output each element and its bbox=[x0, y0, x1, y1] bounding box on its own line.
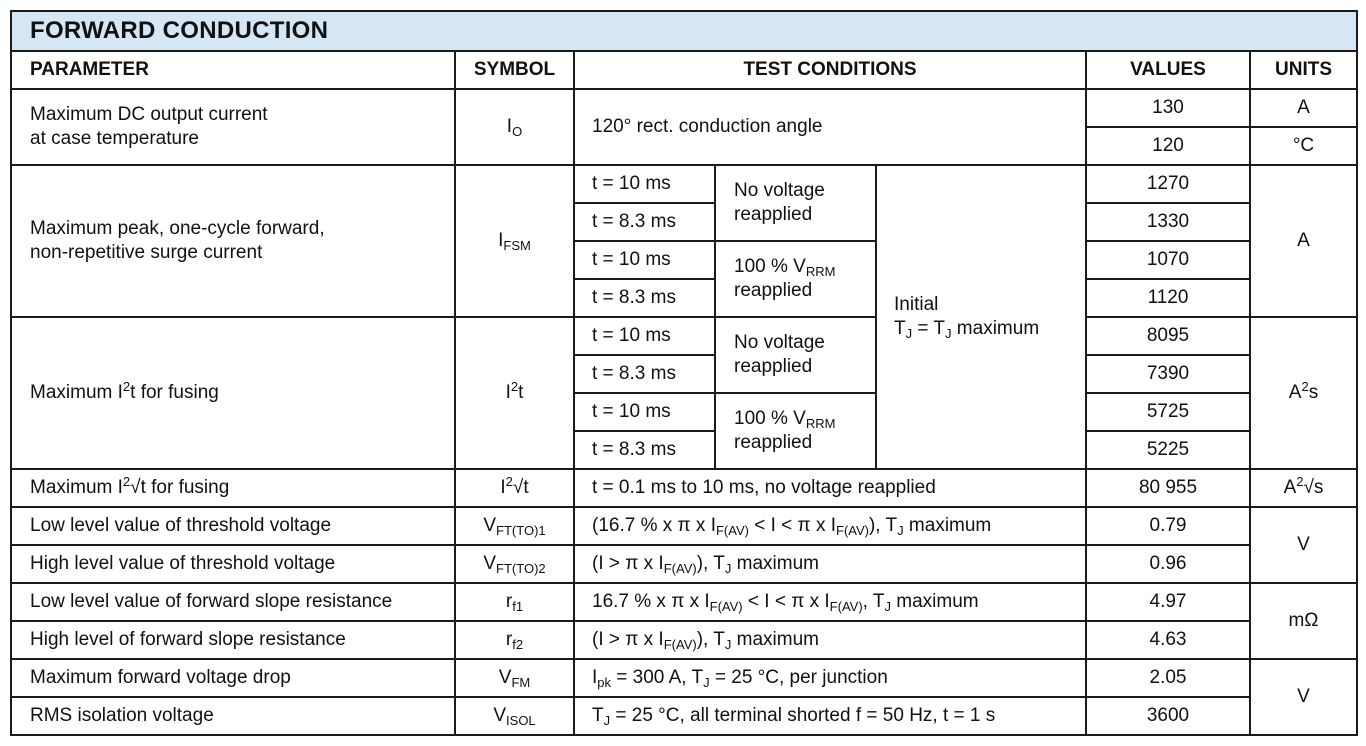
parameter-cell: Maximum forward voltage drop bbox=[11, 659, 455, 697]
value-cell: 5225 bbox=[1086, 431, 1250, 469]
forward-conduction-table-container bbox=[10, 10, 1356, 736]
time-cell: t = 8.3 ms bbox=[574, 431, 715, 469]
parameter-cell bbox=[11, 89, 455, 165]
time-cell: t = 8.3 ms bbox=[574, 279, 715, 317]
value-cell: 0.96 bbox=[1086, 545, 1250, 583]
unit-cell: A bbox=[1250, 89, 1357, 127]
symbol-cell: $I_{FSM}$ bbox=[455, 165, 574, 317]
condition-cell: $I_{pk} = 300$ A, $T_J = 25$ °C, per junction bbox=[574, 659, 1086, 697]
parameter-cell: Low level value of forward slope resistance bbox=[11, 583, 455, 621]
time-cell: t = 10 ms bbox=[574, 241, 715, 279]
voltage-condition-cell: 100 % $V_{RRM}$ reapplied bbox=[715, 393, 876, 469]
value-cell: 130 bbox=[1086, 89, 1250, 127]
parameter-line: Maximum peak, one-cycle forward, bbox=[30, 218, 325, 239]
time-cell: t = 8.3 ms bbox=[574, 355, 715, 393]
value-cell: 1070 bbox=[1086, 241, 1250, 279]
table-row bbox=[11, 697, 1357, 735]
forward-conduction-table bbox=[10, 10, 1358, 736]
value-cell: 1270 bbox=[1086, 165, 1250, 203]
condition-cell: 16.7 % x π x $I_{F(AV)} < I < \pi$ x $I_{F(AV)}$, $T_J$ maximum bbox=[574, 583, 1086, 621]
parameter-line: non-repetitive surge current bbox=[30, 242, 263, 263]
parameter-line: Maximum DC output current bbox=[30, 104, 268, 125]
header-values: VALUES bbox=[1086, 51, 1250, 89]
time-cell: t = 10 ms bbox=[574, 165, 715, 203]
symbol-cell: $V_{FT(TO)2}$ bbox=[455, 545, 574, 583]
value-cell: 0.79 bbox=[1086, 507, 1250, 545]
symbol-cell: $V_{FT(TO)1}$ bbox=[455, 507, 574, 545]
condition-cell: 120° rect. conduction angle bbox=[574, 89, 1086, 165]
condition-cell: (16.7 % x π x $I_{F(AV)} < I < \pi$ x $I_{F(AV)}$), $T_J$ maximum bbox=[574, 507, 1086, 545]
value-cell: 120 bbox=[1086, 127, 1250, 165]
table-row bbox=[11, 545, 1357, 583]
value-cell: 2.05 bbox=[1086, 659, 1250, 697]
value-cell: 8095 bbox=[1086, 317, 1250, 355]
symbol-cell: $V_{ISOL}$ bbox=[455, 697, 574, 735]
unit-cell: $A^2√s$ bbox=[1250, 469, 1357, 507]
value-cell: 1120 bbox=[1086, 279, 1250, 317]
initial-condition-cell: Initial $T_J = T_J$ maximum bbox=[876, 165, 1086, 469]
symbol-cell: $I^2√t$ bbox=[455, 469, 574, 507]
table-row bbox=[11, 621, 1357, 659]
value-cell: 1330 bbox=[1086, 203, 1250, 241]
voltage-condition-cell: No voltage reapplied bbox=[715, 165, 876, 241]
parameter-cell: Maximum $I^2√t$ for fusing bbox=[11, 469, 455, 507]
table-row bbox=[11, 469, 1357, 507]
symbol-cell: $r_{f1}$ bbox=[455, 583, 574, 621]
unit-cell: °C bbox=[1250, 127, 1357, 165]
unit-cell: V bbox=[1250, 507, 1357, 583]
unit-cell: $A^2s$ bbox=[1250, 317, 1357, 469]
value-cell: 5725 bbox=[1086, 393, 1250, 431]
condition-cell: $T_J = 25$ °C, all terminal shorted f = 50 Hz, t = 1 s bbox=[574, 697, 1086, 735]
header-symbol: SYMBOL bbox=[455, 51, 574, 89]
column-header-row bbox=[11, 51, 1357, 89]
table-row bbox=[11, 165, 1357, 203]
time-cell: t = 8.3 ms bbox=[574, 203, 715, 241]
parameter-cell: Low level value of threshold voltage bbox=[11, 507, 455, 545]
symbol-cell: $r_{f2}$ bbox=[455, 621, 574, 659]
value-cell: 3600 bbox=[1086, 697, 1250, 735]
value-cell: 7390 bbox=[1086, 355, 1250, 393]
value-cell: 4.63 bbox=[1086, 621, 1250, 659]
table-row bbox=[11, 507, 1357, 545]
parameter-cell bbox=[11, 165, 455, 317]
parameter-cell: High level of forward slope resistance bbox=[11, 621, 455, 659]
value-cell: 4.97 bbox=[1086, 583, 1250, 621]
voltage-condition-cell: 100 % $V_{RRM}$ reapplied bbox=[715, 241, 876, 317]
table-row bbox=[11, 89, 1357, 127]
time-cell: t = 10 ms bbox=[574, 393, 715, 431]
header-units: UNITS bbox=[1250, 51, 1357, 89]
table-row bbox=[11, 659, 1357, 697]
table-title: FORWARD CONDUCTION bbox=[11, 11, 1357, 51]
parameter-cell: High level value of threshold voltage bbox=[11, 545, 455, 583]
condition-cell: (I > π x $I_{F(AV)}$), $T_J$ maximum bbox=[574, 621, 1086, 659]
table-row bbox=[11, 583, 1357, 621]
symbol-cell: $I^2t$ bbox=[455, 317, 574, 469]
voltage-condition-cell: No voltage reapplied bbox=[715, 317, 876, 393]
header-parameter: PARAMETER bbox=[11, 51, 455, 89]
header-test-conditions: TEST CONDITIONS bbox=[574, 51, 1086, 89]
table-title-row bbox=[11, 11, 1357, 51]
parameter-cell: Maximum $I^2t$ for fusing bbox=[11, 317, 455, 469]
table-row bbox=[11, 317, 1357, 355]
symbol-cell: $I_O$ bbox=[455, 89, 574, 165]
condition-cell: t = 0.1 ms to 10 ms, no voltage reapplied bbox=[574, 469, 1086, 507]
unit-cell: V bbox=[1250, 659, 1357, 735]
time-cell: t = 10 ms bbox=[574, 317, 715, 355]
condition-cell: (I > π x $I_{F(AV)}$), $T_J$ maximum bbox=[574, 545, 1086, 583]
symbol-cell: $V_{FM}$ bbox=[455, 659, 574, 697]
value-cell: 80 955 bbox=[1086, 469, 1250, 507]
unit-cell: A bbox=[1250, 165, 1357, 317]
parameter-line: at case temperature bbox=[30, 128, 199, 149]
parameter-cell: RMS isolation voltage bbox=[11, 697, 455, 735]
unit-cell: mΩ bbox=[1250, 583, 1357, 659]
